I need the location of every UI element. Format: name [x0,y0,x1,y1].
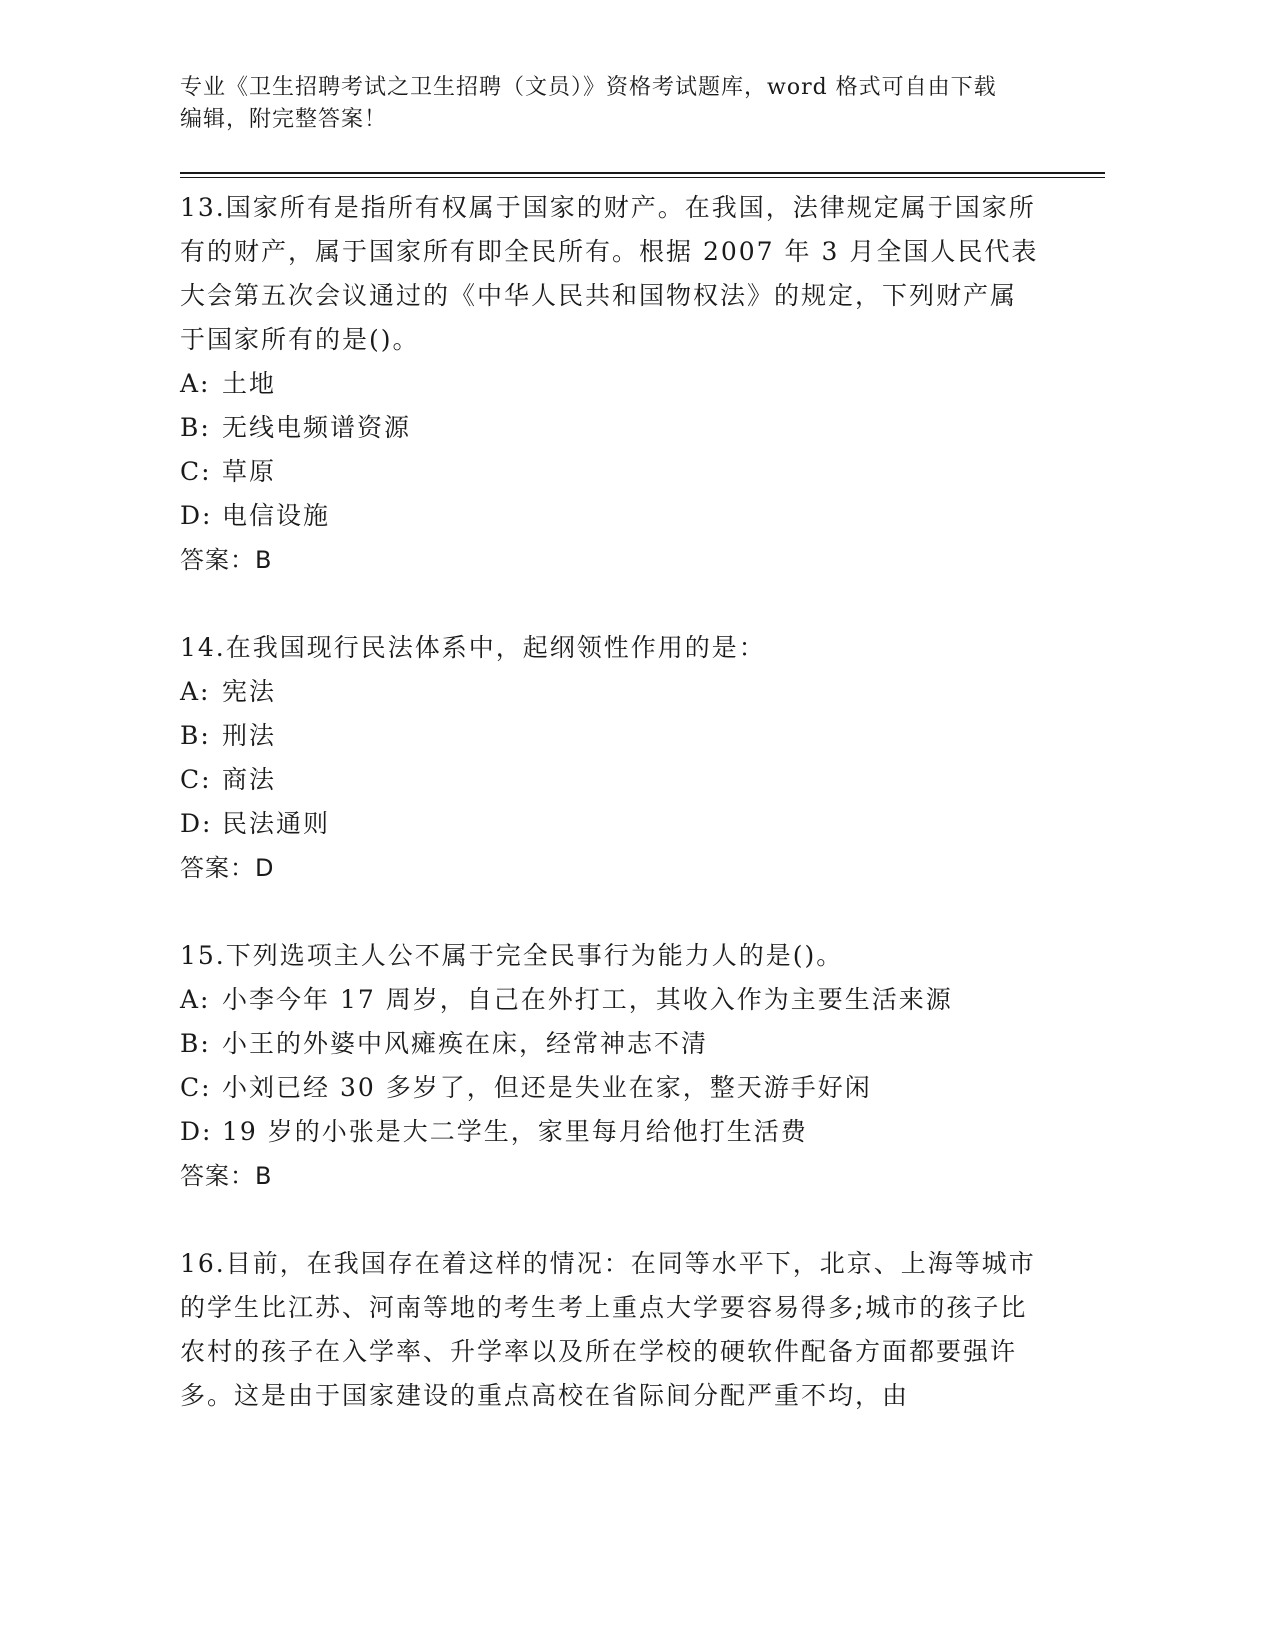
option-a [180,362,1040,406]
answer-line: 答案：D [180,854,275,882]
option-text: 土地 [222,369,277,398]
option-text: 刑法 [222,721,277,750]
option-key: A: [180,677,211,706]
option-text: 民法通则 [222,809,331,838]
question-text: 14.在我国现行民法体系中，起纲领性作用的是： [180,633,766,662]
question-13 [180,186,1040,582]
option-key: B: [180,413,211,442]
option-a [180,978,1040,1022]
header-divider-thick [180,172,1105,174]
question-15 [180,934,1040,1198]
question-text: 13.国家所有是指所有权属于国家的财产。在我国，法律规定属于国家所有的财产，属于国家所有即全民所有。根据 2007 年 3 月全国人民代表大会第五次会议通过的《中华人民共和国物权法》的规定，下列财产属于国家所有的是()。 [180,193,1039,354]
option-key: B: [180,1029,211,1058]
question-text: 15.下列选项主人公不属于完全民事行为能力人的是()。 [180,941,844,970]
option-key: D: [180,501,213,530]
option-b [180,1022,1040,1066]
answer-line: 答案：B [180,1162,273,1190]
option-text: 电信设施 [222,501,331,530]
option-text: 19 岁的小张是大二学生，家里每月给他打生活费 [222,1117,808,1146]
header-line-1: 专业《卫生招聘考试之卫生招聘（文员）》资格考试题库，word 格式可自由下载 [180,75,997,100]
answer-line: 答案：B [180,546,273,574]
option-key: C: [180,1073,212,1102]
option-key: C: [180,765,212,794]
header-line-2: 编辑，附完整答案！ [180,107,388,132]
option-c [180,450,1040,494]
option-key: A: [180,369,211,398]
option-d [180,1110,1040,1154]
option-d [180,802,1040,846]
option-d [180,494,1040,538]
option-key: B: [180,721,211,750]
option-key: D: [180,1117,213,1146]
option-b [180,406,1040,450]
option-b [180,714,1040,758]
option-text: 小刘已经 30 多岁了，但还是失业在家，整天游手好闲 [222,1073,872,1102]
option-c [180,1066,1040,1110]
option-c [180,758,1040,802]
option-key: A: [180,985,211,1014]
option-text: 小李今年 17 周岁，自己在外打工，其收入作为主要生活来源 [222,985,953,1014]
document-header [180,72,1060,136]
option-text: 宪法 [222,677,277,706]
option-key: C: [180,457,212,486]
option-text: 无线电频谱资源 [222,413,412,442]
question-text: 16.目前，在我国存在着这样的情况：在同等水平下，北京、上海等城市的学生比江苏、河南等地的考生考上重点大学要容易得多;城市的孩子比农村的孩子在入学率、升学率以及所在学校的硬软件配备方面都要强许多。这是由于国家建设的重点高校在省际间分配严重不均，由 [180,1249,1036,1410]
question-14 [180,626,1040,890]
option-a [180,670,1040,714]
option-key: D: [180,809,213,838]
option-text: 商法 [222,765,277,794]
question-16 [180,1242,1040,1418]
question-list [180,186,1040,1462]
option-text: 小王的外婆中风瘫痪在床，经常神志不清 [222,1029,709,1058]
header-divider-thin [180,177,1105,178]
option-text: 草原 [222,457,277,486]
